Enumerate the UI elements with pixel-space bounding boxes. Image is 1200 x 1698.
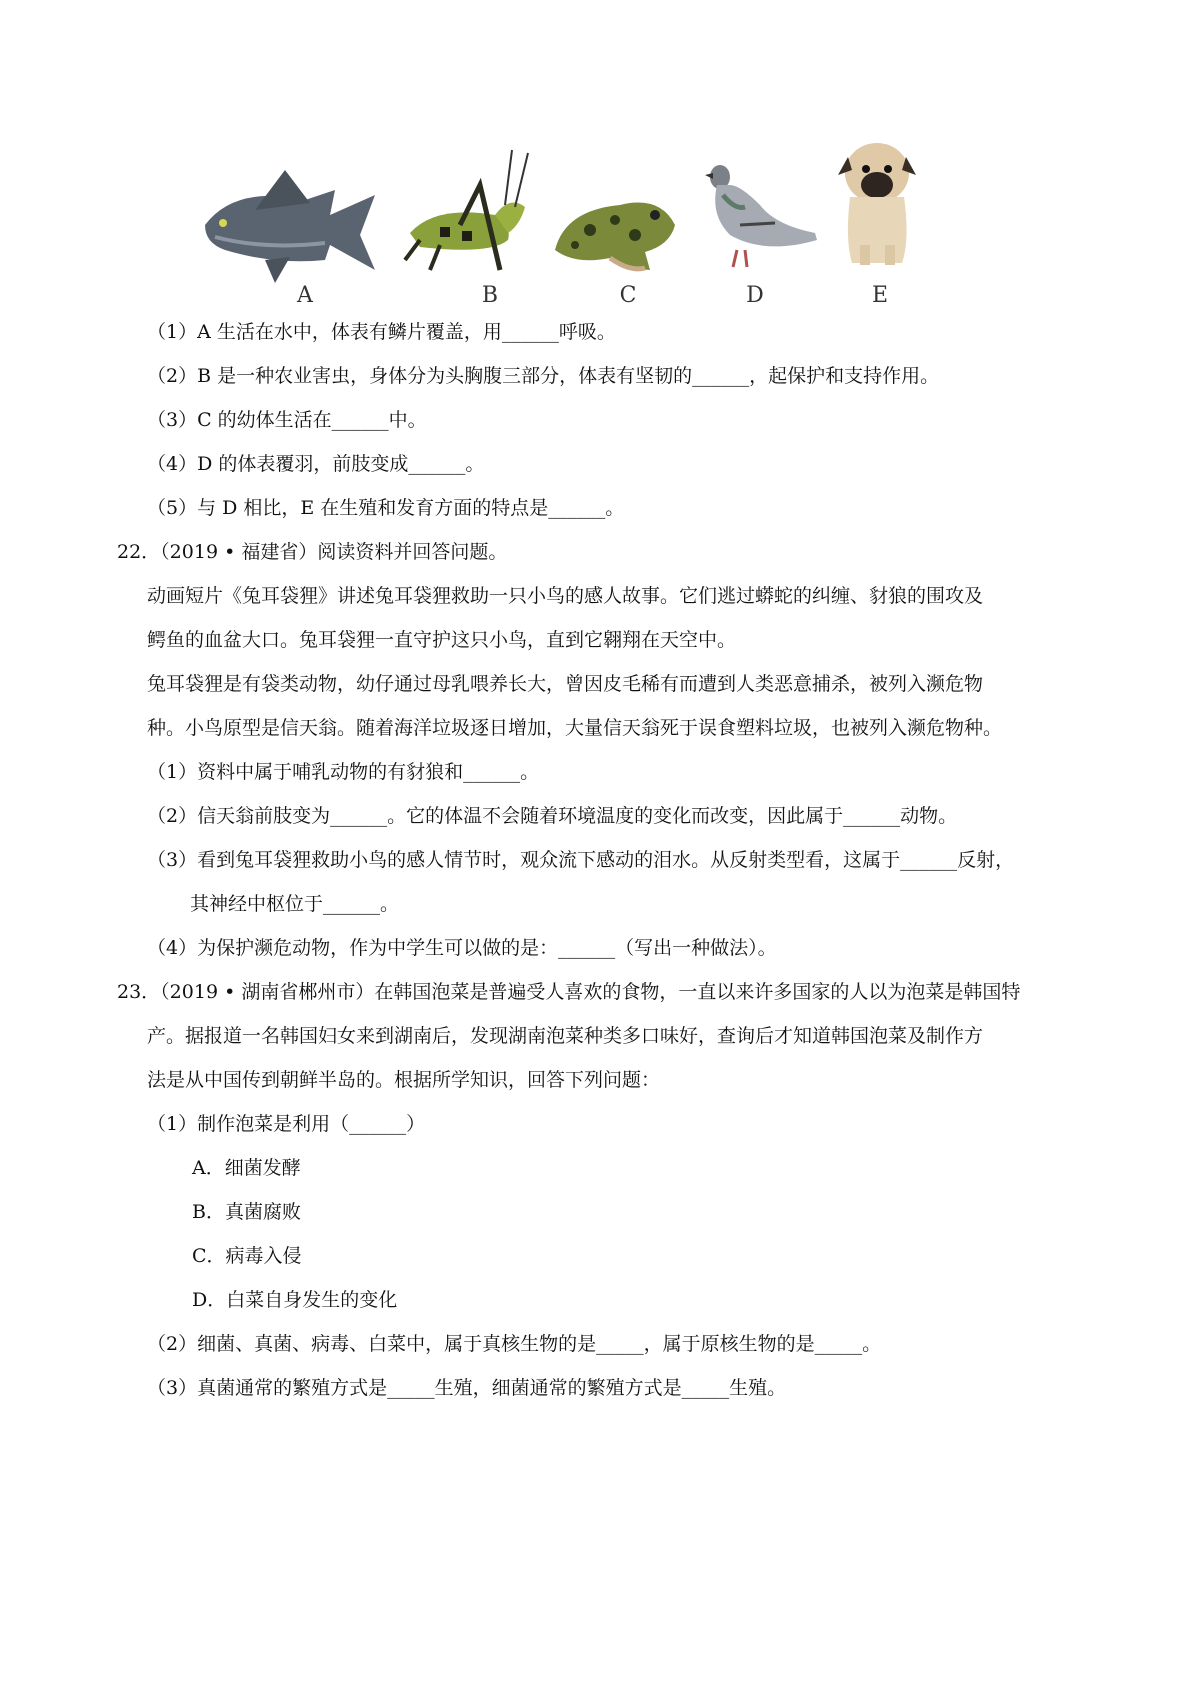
dog-image (830, 135, 925, 275)
label-d: D (746, 283, 764, 308)
q22-header: 22．（2019 • 福建省）阅读资料并回答问题。 (117, 541, 508, 563)
pigeon-image (705, 155, 820, 280)
label-b: B (481, 283, 499, 308)
q23-sub-2: （2）细菌、真菌、病毒、白菜中，属于真核生物的是_____，属于原核生物的是_____。 (147, 1333, 882, 1355)
fish-image (195, 165, 380, 285)
q23-option-b: B．真菌腐败 (192, 1201, 301, 1223)
q21-sub-5: （5）与 D 相比，E 在生殖和发育方面的特点是______。 (147, 497, 625, 519)
q22-material-line: 鳄鱼的血盆大口。兔耳袋狸一直守护这只小鸟，直到它翱翔在天空中。 (147, 629, 737, 651)
q23-option-a: A．细菌发酵 (192, 1157, 301, 1179)
grasshopper-image (400, 145, 540, 280)
q21-sub-2: （2）B 是一种农业害虫，身体分为头胸腹三部分，体表有坚韧的______，起保护和支持作用。 (147, 365, 940, 387)
q22-material-line: 种。小鸟原型是信天翁。随着海洋垃圾逐日增加，大量信天翁死于误食塑料垃圾，也被列入濒危物种。 (147, 717, 1003, 739)
q22-sub-1: （1）资料中属于哺乳动物的有豺狼和______。 (147, 761, 540, 783)
q22-sub-3: （3）看到兔耳袋狸救助小鸟的感人情节时，观众流下感动的泪水。从反射类型看，这属于______反射， (147, 849, 1015, 871)
label-a: A (297, 283, 313, 308)
q23-header-cont: 产。据报道一名韩国妇女来到湖南后，发现湖南泡菜种类多口味好，查询后才知道韩国泡菜及制作方 (147, 1025, 984, 1047)
q22-material-line: 动画短片《兔耳袋狸》讲述兔耳袋狸救助一只小鸟的感人故事。它们逃过蟒蛇的纠缠、豺狼的围攻及 (147, 585, 984, 607)
label-e: E (871, 283, 889, 308)
q21-sub-1: （1）A 生活在水中，体表有鳞片覆盖，用______呼吸。 (147, 321, 616, 343)
q21-sub-3: （3）C 的幼体生活在______中。 (147, 409, 427, 431)
q22-sub-3-cont: 其神经中枢位于______。 (190, 893, 400, 915)
q23-sub-1: （1）制作泡菜是利用（______） (147, 1113, 426, 1135)
q23-header: 23．（2019 • 湖南省郴州市）在韩国泡菜是普遍受人喜欢的食物，一直以来许多国家的人以为泡菜是韩国特 (117, 981, 1021, 1003)
q23-option-c: C．病毒入侵 (192, 1245, 302, 1267)
animal-figure (195, 135, 925, 310)
q22-material-line: 兔耳袋狸是有袋类动物，幼仔通过母乳喂养长大，曾因皮毛稀有而遭到人类恶意捕杀，被列入濒危物 (147, 673, 984, 695)
q22-sub-4: （4）为保护濒危动物，作为中学生可以做的是：______（写出一种做法）。 (147, 937, 777, 959)
q23-sub-3: （3）真菌通常的繁殖方式是_____生殖，细菌通常的繁殖方式是_____生殖。 (147, 1377, 787, 1399)
q21-sub-4: （4）D 的体表覆羽，前肢变成______。 (147, 453, 485, 475)
q23-header-cont: 法是从中国传到朝鲜半岛的。根据所学知识，回答下列问题： (147, 1069, 661, 1091)
q23-option-d: D．白菜自身发生的变化 (192, 1289, 398, 1311)
q22-sub-2: （2）信天翁前肢变为______。它的体温不会随着环境温度的变化而改变，因此属于______动物。 (147, 805, 958, 827)
frog-image (550, 180, 680, 275)
label-c: C (619, 283, 637, 308)
